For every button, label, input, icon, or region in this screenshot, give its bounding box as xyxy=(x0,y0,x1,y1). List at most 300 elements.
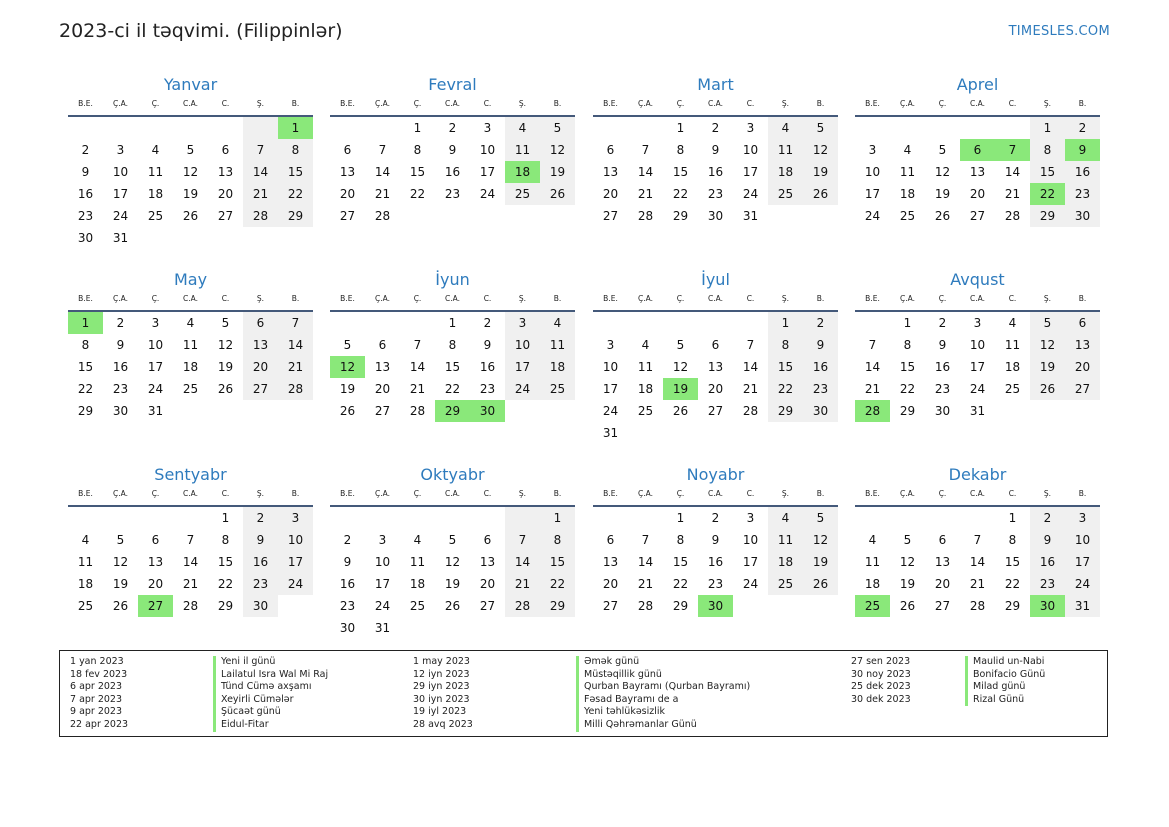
day-cell: 24 xyxy=(112,209,129,223)
weekday-label: C. xyxy=(483,489,492,498)
day-cell: 21 xyxy=(637,577,654,591)
day-grid xyxy=(593,117,838,227)
month-block xyxy=(593,269,838,444)
day-cell: 27 xyxy=(934,599,951,613)
day-cell: 29 xyxy=(278,205,313,227)
day-cell: 28 xyxy=(182,599,199,613)
weekday-label: Ş. xyxy=(1043,294,1052,303)
day-cell: 2 xyxy=(483,316,492,330)
day-cell: 1 xyxy=(768,312,803,334)
day-cell: 19 xyxy=(1030,356,1065,378)
day-cell: 5 xyxy=(448,533,457,547)
day-cell: 5 xyxy=(803,507,838,529)
day-cell: 1 xyxy=(676,121,685,135)
day-cell: 5 xyxy=(186,143,195,157)
weekday-label: C. xyxy=(483,294,492,303)
day-cell: 4 xyxy=(641,338,650,352)
month-name: Avqust xyxy=(950,270,1005,289)
day-cell: 24 xyxy=(864,209,881,223)
day-cell: 14 xyxy=(742,360,759,374)
weekday-label: B. xyxy=(816,99,825,108)
day-cell: 19 xyxy=(112,577,129,591)
day-cell: 12 xyxy=(672,360,689,374)
day-cell: 31 xyxy=(602,426,619,440)
day-cell: 10 xyxy=(374,555,391,569)
day-cell: 7 xyxy=(278,312,313,334)
day-cell: 4 xyxy=(81,533,90,547)
legend-name: Yeni il günü xyxy=(213,656,328,669)
day-cell: 7 xyxy=(186,533,195,547)
day-cell: 3 xyxy=(1065,507,1100,529)
day-cell: 31 xyxy=(374,621,391,635)
weekday-label: Ç. xyxy=(151,294,160,303)
day-cell: 28 xyxy=(374,209,391,223)
weekday-label: B.E. xyxy=(340,294,355,303)
day-cell: 11 xyxy=(768,139,803,161)
day-cell: 9 xyxy=(938,338,947,352)
day-cell: 27 xyxy=(217,209,234,223)
day-cell: 11 xyxy=(1004,338,1021,352)
day-cell: 22 xyxy=(409,187,426,201)
day-cell: 22 xyxy=(1030,183,1065,205)
day-cell: 23 xyxy=(243,573,278,595)
weekday-label: B.E. xyxy=(603,99,618,108)
empty-cell xyxy=(855,312,890,334)
day-cell: 24 xyxy=(278,573,313,595)
day-cell: 13 xyxy=(934,555,951,569)
weekday-label: Ç.A. xyxy=(374,294,390,303)
weekday-label: B. xyxy=(816,489,825,498)
empty-cell xyxy=(960,507,995,529)
day-cell: 7 xyxy=(973,533,982,547)
day-cell: 1 xyxy=(1030,117,1065,139)
empty-cell xyxy=(593,312,628,334)
weekday-label: Ş. xyxy=(781,489,790,498)
day-cell: 20 xyxy=(243,356,278,378)
day-cell: 6 xyxy=(606,533,615,547)
legend-date: 30 iyn 2023 xyxy=(413,693,470,705)
month-name: Fevral xyxy=(428,75,477,94)
day-cell: 2 xyxy=(116,316,125,330)
day-cell: 18 xyxy=(77,577,94,591)
weekday-header xyxy=(68,489,313,507)
day-cell: 17 xyxy=(112,187,129,201)
day-cell: 12 xyxy=(112,555,129,569)
day-cell: 16 xyxy=(243,551,278,573)
legend-date: 29 iyn 2023 xyxy=(413,681,470,693)
day-cell: 26 xyxy=(112,599,129,613)
empty-cell xyxy=(330,117,365,139)
legend-date: 1 may 2023 xyxy=(413,656,470,667)
day-cell: 21 xyxy=(742,382,759,396)
day-cell: 11 xyxy=(505,139,540,161)
weekday-label: Ç. xyxy=(151,489,160,498)
day-cell: 28 xyxy=(1004,209,1021,223)
day-cell: 4 xyxy=(413,533,422,547)
legend-date: 22 apr 2023 xyxy=(70,718,129,730)
day-cell: 2 xyxy=(243,507,278,529)
month-block xyxy=(593,74,838,227)
day-grid xyxy=(593,312,838,444)
day-cell: 24 xyxy=(969,382,986,396)
day-cell: 6 xyxy=(938,533,947,547)
day-cell: 3 xyxy=(483,121,492,135)
empty-cell xyxy=(628,312,663,334)
day-cell: 14 xyxy=(969,555,986,569)
day-cell: 9 xyxy=(803,334,838,356)
day-cell: 26 xyxy=(672,404,689,418)
day-cell: 10 xyxy=(742,143,759,157)
day-cell: 15 xyxy=(278,161,313,183)
day-cell: 4 xyxy=(768,117,803,139)
weekday-label: Ç. xyxy=(676,489,685,498)
weekday-label: B. xyxy=(553,99,562,108)
day-cell: 25 xyxy=(768,183,803,205)
holiday-legend xyxy=(59,650,1108,737)
day-cell: 8 xyxy=(448,338,457,352)
day-cell: 27 xyxy=(374,404,391,418)
legend-name: Əmək günü xyxy=(576,656,750,669)
day-cell: 14 xyxy=(278,334,313,356)
weekday-label: B. xyxy=(291,489,300,498)
day-cell: 16 xyxy=(339,577,356,591)
legend-name: Eidul-Fitar xyxy=(213,719,328,732)
weekday-label: B.E. xyxy=(78,99,93,108)
empty-cell xyxy=(593,117,628,139)
legend-date: 30 noy 2023 xyxy=(851,668,911,680)
day-cell: 23 xyxy=(77,209,94,223)
empty-cell xyxy=(505,507,540,529)
day-cell: 12 xyxy=(330,356,365,378)
day-cell: 12 xyxy=(803,139,838,161)
day-cell: 26 xyxy=(803,573,838,595)
day-cell: 13 xyxy=(243,334,278,356)
day-cell: 22 xyxy=(768,378,803,400)
month-block xyxy=(330,74,575,227)
weekday-label: B.E. xyxy=(78,294,93,303)
day-cell: 18 xyxy=(864,577,881,591)
month-block xyxy=(855,74,1100,227)
day-cell: 2 xyxy=(1030,507,1065,529)
day-cell: 5 xyxy=(116,533,125,547)
weekday-label: Ç. xyxy=(676,99,685,108)
empty-cell xyxy=(698,312,733,334)
day-cell: 17 xyxy=(742,555,759,569)
day-cell: 17 xyxy=(742,165,759,179)
weekday-label: Ç. xyxy=(413,99,422,108)
weekday-label: C. xyxy=(221,489,230,498)
day-cell: 8 xyxy=(903,338,912,352)
day-cell: 29 xyxy=(435,400,470,422)
weekday-label: Ç.A. xyxy=(112,489,128,498)
day-cell: 30 xyxy=(470,400,505,422)
day-cell: 16 xyxy=(444,165,461,179)
weekday-label: C.A. xyxy=(969,489,985,498)
weekday-label: C. xyxy=(483,99,492,108)
day-cell: 29 xyxy=(1004,599,1021,613)
day-cell: 18 xyxy=(182,360,199,374)
day-cell: 3 xyxy=(151,316,160,330)
day-cell: 8 xyxy=(278,139,313,161)
day-cell: 5 xyxy=(540,117,575,139)
legend-dates-col-2 xyxy=(413,656,473,732)
day-cell: 15 xyxy=(409,165,426,179)
empty-cell xyxy=(173,117,208,139)
day-cell: 4 xyxy=(186,316,195,330)
legend-name: Milad günü xyxy=(965,681,1045,694)
empty-cell xyxy=(208,117,243,139)
day-cell: 11 xyxy=(147,165,164,179)
weekday-label: C.A. xyxy=(444,294,460,303)
day-cell: 18 xyxy=(505,161,540,183)
weekday-label: Ç.A. xyxy=(637,294,653,303)
page-title: 2023-ci il təqvimi. (Filippinlər) xyxy=(59,20,343,42)
day-grid xyxy=(68,312,313,422)
day-cell: 12 xyxy=(899,555,916,569)
day-cell: 27 xyxy=(138,595,173,617)
weekday-label: Ç.A. xyxy=(112,294,128,303)
day-cell: 6 xyxy=(1065,312,1100,334)
day-cell: 28 xyxy=(742,404,759,418)
day-cell: 27 xyxy=(707,404,724,418)
day-cell: 15 xyxy=(672,165,689,179)
weekday-label: Ç.A. xyxy=(637,99,653,108)
day-cell: 31 xyxy=(742,209,759,223)
day-cell: 21 xyxy=(864,382,881,396)
day-cell: 17 xyxy=(1065,551,1100,573)
weekday-header xyxy=(855,489,1100,507)
day-cell: 20 xyxy=(339,187,356,201)
day-cell: 25 xyxy=(899,209,916,223)
day-cell: 17 xyxy=(505,356,540,378)
day-cell: 27 xyxy=(1065,378,1100,400)
day-cell: 10 xyxy=(969,338,986,352)
month-block xyxy=(68,464,313,617)
day-cell: 8 xyxy=(1008,533,1017,547)
legend-names-col-2 xyxy=(576,656,750,732)
day-cell: 10 xyxy=(602,360,619,374)
empty-cell xyxy=(68,117,103,139)
weekday-label: Ş. xyxy=(1043,489,1052,498)
weekday-label: B. xyxy=(553,489,562,498)
day-cell: 25 xyxy=(147,209,164,223)
weekday-label: Ç. xyxy=(938,99,947,108)
legend-name: Fəsad Bayramı de a xyxy=(576,694,750,707)
legend-name: Rizal Günü xyxy=(965,694,1045,707)
day-cell: 14 xyxy=(1004,165,1021,179)
weekday-label: C. xyxy=(1008,294,1017,303)
day-cell: 26 xyxy=(540,183,575,205)
month-block xyxy=(68,74,313,249)
month-name: İyun xyxy=(435,270,470,289)
day-cell: 12 xyxy=(217,338,234,352)
day-cell: 27 xyxy=(243,378,278,400)
month-block xyxy=(68,269,313,422)
day-cell: 8 xyxy=(676,143,685,157)
day-cell: 11 xyxy=(182,338,199,352)
legend-dates-col-3 xyxy=(851,656,911,706)
weekday-label: C. xyxy=(1008,99,1017,108)
empty-cell xyxy=(330,312,365,334)
day-cell: 8 xyxy=(676,533,685,547)
weekday-header xyxy=(68,294,313,312)
day-cell: 9 xyxy=(711,533,720,547)
day-cell: 28 xyxy=(409,404,426,418)
day-cell: 30 xyxy=(803,400,838,422)
weekday-label: C. xyxy=(746,99,755,108)
day-cell: 7 xyxy=(746,338,755,352)
day-cell: 3 xyxy=(278,507,313,529)
day-cell: 4 xyxy=(868,533,877,547)
day-cell: 15 xyxy=(672,555,689,569)
empty-cell xyxy=(628,507,663,529)
day-cell: 2 xyxy=(711,511,720,525)
day-cell: 23 xyxy=(803,378,838,400)
weekday-label: Ş. xyxy=(518,489,527,498)
day-cell: 24 xyxy=(602,404,619,418)
day-cell: 21 xyxy=(969,577,986,591)
weekday-label: Ç.A. xyxy=(899,294,915,303)
day-cell: 3 xyxy=(116,143,125,157)
day-cell: 21 xyxy=(637,187,654,201)
day-cell: 31 xyxy=(147,404,164,418)
day-cell: 27 xyxy=(339,209,356,223)
weekday-label: Ç. xyxy=(676,294,685,303)
legend-name: Maulid un-Nabi xyxy=(965,656,1045,669)
legend-date: 1 yan 2023 xyxy=(70,656,124,667)
day-cell: 26 xyxy=(444,599,461,613)
day-cell: 11 xyxy=(409,555,426,569)
site-link[interactable]: TIMESLES.COM xyxy=(1008,24,1110,39)
day-cell: 7 xyxy=(641,143,650,157)
day-cell: 4 xyxy=(903,143,912,157)
legend-date: 27 sen 2023 xyxy=(851,656,911,667)
day-cell: 15 xyxy=(444,360,461,374)
day-cell: 20 xyxy=(602,577,619,591)
day-cell: 15 xyxy=(77,360,94,374)
weekday-label: Ç.A. xyxy=(374,489,390,498)
day-cell: 12 xyxy=(540,139,575,161)
weekday-label: Ş. xyxy=(256,489,265,498)
day-cell: 5 xyxy=(343,338,352,352)
day-cell: 10 xyxy=(864,165,881,179)
day-cell: 27 xyxy=(602,599,619,613)
empty-cell xyxy=(68,507,103,529)
day-cell: 1 xyxy=(903,316,912,330)
day-cell: 30 xyxy=(707,209,724,223)
month-block xyxy=(855,464,1100,617)
weekday-label: Ş. xyxy=(518,294,527,303)
day-cell: 6 xyxy=(960,139,995,161)
day-cell: 4 xyxy=(540,312,575,334)
day-cell: 1 xyxy=(448,316,457,330)
day-cell: 24 xyxy=(147,382,164,396)
day-cell: 11 xyxy=(637,360,654,374)
day-cell: 3 xyxy=(973,316,982,330)
day-cell: 23 xyxy=(707,577,724,591)
day-cell: 25 xyxy=(182,382,199,396)
day-cell: 10 xyxy=(479,143,496,157)
weekday-label: C.A. xyxy=(444,99,460,108)
month-name: Sentyabr xyxy=(154,465,227,484)
legend-name: Xeyirli Cümələr xyxy=(213,694,328,707)
day-cell: 19 xyxy=(540,161,575,183)
day-cell: 6 xyxy=(151,533,160,547)
weekday-label: C. xyxy=(221,294,230,303)
day-cell: 8 xyxy=(81,338,90,352)
day-cell: 25 xyxy=(505,183,540,205)
day-cell: 13 xyxy=(1065,334,1100,356)
legend-name: Şücaət günü xyxy=(213,706,328,719)
weekday-label: C. xyxy=(746,489,755,498)
day-cell: 31 xyxy=(1065,595,1100,617)
legend-name: Milli Qəhrəmanlar Günü xyxy=(576,719,750,732)
day-cell: 14 xyxy=(182,555,199,569)
day-cell: 3 xyxy=(746,121,755,135)
day-cell: 5 xyxy=(803,117,838,139)
day-cell: 6 xyxy=(343,143,352,157)
day-cell: 15 xyxy=(1030,161,1065,183)
legend-date: 7 apr 2023 xyxy=(70,693,123,705)
weekday-label: Ç.A. xyxy=(112,99,128,108)
day-cell: 12 xyxy=(444,555,461,569)
day-cell: 3 xyxy=(505,312,540,334)
weekday-header xyxy=(855,294,1100,312)
day-cell: 3 xyxy=(606,338,615,352)
day-cell: 21 xyxy=(505,573,540,595)
empty-cell xyxy=(138,117,173,139)
empty-cell xyxy=(400,507,435,529)
day-cell: 8 xyxy=(1030,139,1065,161)
empty-cell xyxy=(103,507,138,529)
day-cell: 22 xyxy=(1004,577,1021,591)
day-cell: 6 xyxy=(378,338,387,352)
month-block xyxy=(593,464,838,617)
day-cell: 29 xyxy=(899,404,916,418)
day-cell: 6 xyxy=(221,143,230,157)
day-cell: 27 xyxy=(969,209,986,223)
day-cell: 28 xyxy=(969,599,986,613)
day-cell: 19 xyxy=(803,161,838,183)
day-cell: 16 xyxy=(77,187,94,201)
day-cell: 29 xyxy=(1030,205,1065,227)
day-cell: 19 xyxy=(803,551,838,573)
day-cell: 13 xyxy=(339,165,356,179)
day-cell: 21 xyxy=(374,187,391,201)
day-cell: 22 xyxy=(672,577,689,591)
day-cell: 28 xyxy=(855,400,890,422)
weekday-header xyxy=(68,99,313,117)
empty-cell xyxy=(855,117,890,139)
day-cell: 1 xyxy=(676,511,685,525)
day-cell: 14 xyxy=(374,165,391,179)
empty-cell xyxy=(435,507,470,529)
weekday-label: B.E. xyxy=(603,294,618,303)
empty-cell xyxy=(960,117,995,139)
day-cell: 27 xyxy=(602,209,619,223)
day-cell: 1 xyxy=(221,511,230,525)
day-cell: 2 xyxy=(1065,117,1100,139)
day-cell: 24 xyxy=(742,187,759,201)
weekday-label: C. xyxy=(221,99,230,108)
day-cell: 15 xyxy=(899,360,916,374)
day-cell: 20 xyxy=(1065,356,1100,378)
day-cell: 4 xyxy=(768,507,803,529)
weekday-header xyxy=(330,294,575,312)
empty-cell xyxy=(138,507,173,529)
day-cell: 30 xyxy=(243,595,278,617)
day-cell: 1 xyxy=(413,121,422,135)
